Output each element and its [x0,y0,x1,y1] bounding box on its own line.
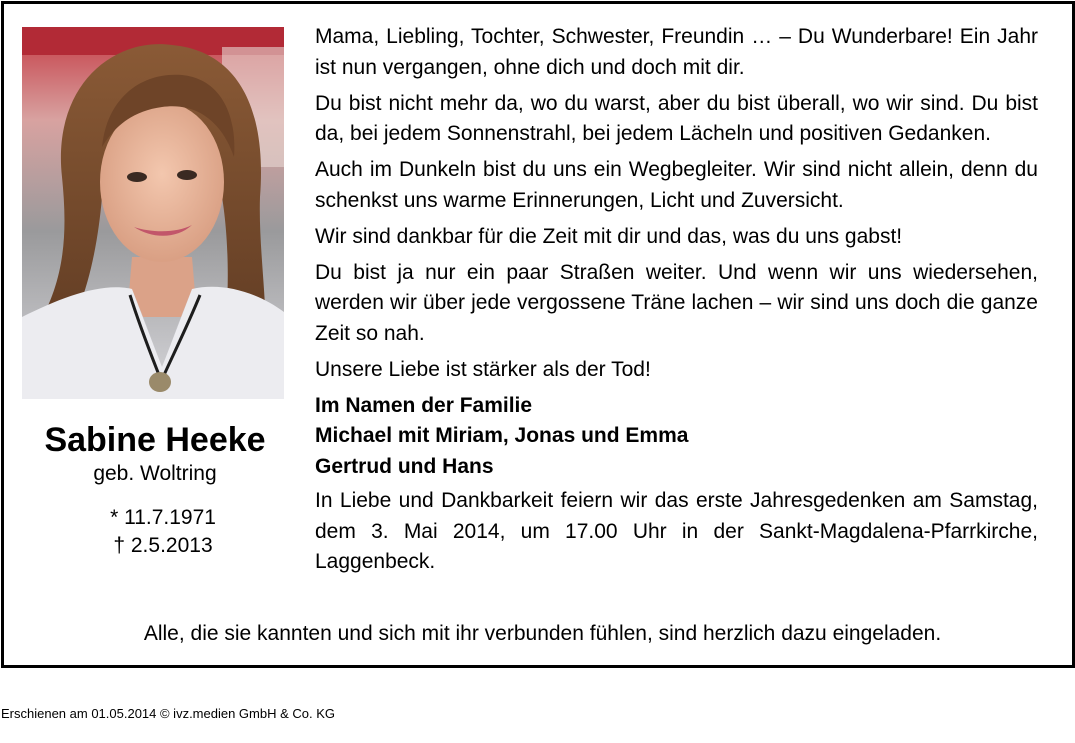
paragraph: Du bist nicht mehr da, wo du warst, aber du bist überall, wo wir sind. Du bist da, bei jedem Sonnenstrahl, bei jedem Lächeln und positiven Gedanken. [315,91,1038,145]
paragraph: Mama, Liebling, Tochter, Schwester, Freundin … – Du Wunderbare! Ein Jahr ist nun vergangen, ohne dich und doch mit dir. [315,25,1038,79]
deceased-name: Sabine Heeke [44,421,266,459]
family-signature [315,391,1038,483]
obituary-text [315,22,1038,583]
birth-date: * 11.7.1971 [110,506,216,529]
paragraph: Du bist ja nur ein paar Straßen weiter. Und wenn wir uns wiedersehen, werden wir über jede vergossene Träne lachen – wir sind uns doch die ganze Zeit so nah. [315,260,1038,345]
family-line: Gertrud und Hans [315,454,494,478]
paragraph: Wir sind dankbar für die Zeit mit dir und das, was du uns gabst! [315,224,903,248]
paragraph: Unsere Liebe ist stärker als der Tod! [315,357,651,381]
portrait-photo [22,27,284,399]
paragraph: Auch im Dunkeln bist du uns ein Wegbegleiter. Wir sind nicht allein, denn du schenkst uns warme Erinnerungen, Licht und Zuversicht. [315,158,1038,212]
death-date: † 2.5.2013 [113,534,213,557]
memorial-announcement: In Liebe und Dankbarkeit feiern wir das erste Jahresgedenken am Samstag, dem 3. Mai 2014, um 17.00 Uhr in der Sankt-Magdalena-Pfarrkirche, Laggenbeck. [315,489,1038,573]
family-line: Im Namen der Familie [315,393,533,417]
life-dates [10,504,308,560]
invitation-text: Alle, die sie kannten und sich mit ihr verbunden fühlen, sind herzlich dazu eingeladen. [143,622,942,645]
publication-footer: Erschienen am 01.05.2014 © ivz.medien GmbH & Co. KG [1,706,336,721]
family-line: Michael mit Miriam, Jonas und Emma [315,424,689,447]
birth-name: geb. Woltring [93,462,217,485]
